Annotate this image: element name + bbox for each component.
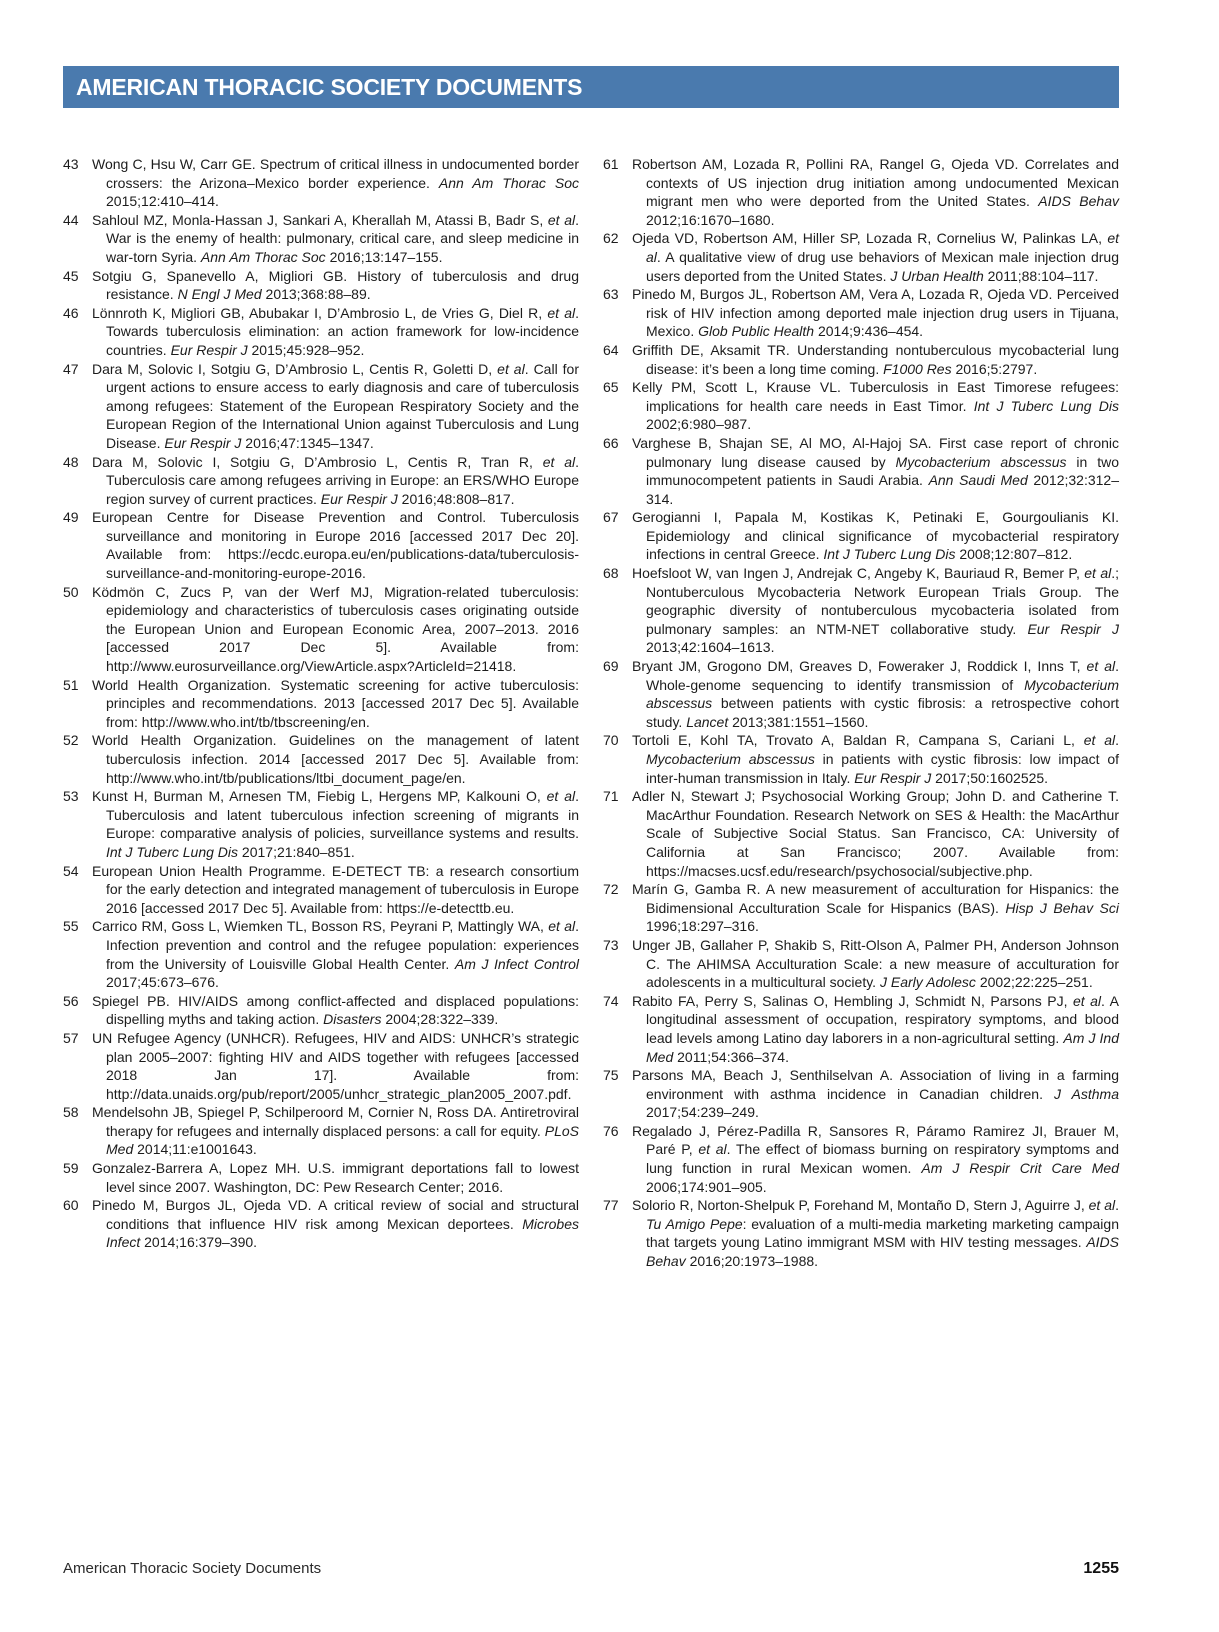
reference-text: 1996;18:297–316. — [646, 918, 759, 935]
reference-text: Dara M, Solovic I, Sotgiu G, D’Ambrosio L, Centis R, Goletti D, — [92, 360, 498, 377]
reference-text: Sahloul MZ, Monla-Hassan J, Sankari A, Kherallah M, Atassi B, Badr S, — [92, 211, 548, 228]
reference-number: 57 — [63, 1029, 79, 1046]
reference-text: Solorio R, Norton-Shelpuk P, Forehand M, Montaño D, Stern J, Aguirre J, — [632, 1197, 1089, 1214]
reference-italic-text: et al — [547, 304, 576, 321]
reference-italic-text: Mycobacterium abscessus — [646, 751, 815, 767]
reference-text: 2006;174:901–905. — [646, 1178, 767, 1195]
footer-page-number: 1255 — [1083, 1560, 1119, 1577]
reference-text: 2011;88:104–117. — [983, 267, 1099, 284]
reference-text: Parsons MA, Beach J, Senthilselvan A. Association of living in a farming environment with asthma incidence in Canadian children. — [632, 1067, 1119, 1102]
reference-text: Griffith DE, Aksamit TR. Understanding nontuberculous mycobacterial lung disease: it’s been a long time coming. — [632, 341, 1119, 377]
reference-text: .; Nontuberculous Mycobacteria Network European Trials Group. The geographic diversity of nontuberculous mycobacteria isolated from pulmonary samples: an NTM-NET collaborative study. — [646, 565, 1120, 637]
reference-text: . Tuberculosis and latent tuberculous infection screening of migrants in Europe: comparative analysis of policies, surveillance systems and results. — [106, 788, 579, 842]
reference-text: . Towards tuberculosis elimination: an action framework for low-incidence countries. — [106, 304, 580, 358]
reference-italic-text: Glob Public Health — [698, 323, 815, 340]
reference-italic-text: et al — [497, 360, 525, 377]
reference-italic-text: PLoS Med — [106, 1122, 579, 1158]
reference-number: 76 — [603, 1122, 619, 1139]
reference-item — [603, 229, 1119, 285]
reference-italic-text: Int J Tuberc Lung Dis — [823, 546, 956, 563]
reference-italic-text: Disasters — [323, 1011, 382, 1028]
reference-number: 54 — [63, 862, 79, 879]
reference-text: Kelly PM, Scott L, Krause VL. Tuberculosis in East Timorese refugees: implications for health care needs in East Timor. — [632, 379, 1119, 414]
references-section — [63, 155, 1119, 1271]
reference-item — [63, 211, 579, 267]
reference-text: 2013;381:1551–1560. — [728, 713, 869, 730]
reference-text: . Call for urgent actions to ensure access to early diagnosis and care of tuberculosis among refugees: Statement of the European Respiratory Society and the European Region of the International Union against Tuberculosis and Lung Disease. — [106, 360, 579, 451]
reference-number: 49 — [63, 509, 79, 526]
reference-italic-text: et al — [1088, 1197, 1116, 1214]
reference-number: 44 — [63, 211, 79, 228]
reference-item — [63, 1196, 579, 1252]
reference-italic-text: et al — [1086, 658, 1116, 675]
reference-number: 71 — [603, 788, 619, 805]
reference-item — [63, 583, 579, 676]
reference-text: 2016;47:1345–1347. — [241, 434, 374, 451]
reference-italic-text: Mycobacterium abscessus — [646, 676, 1119, 712]
reference-item — [603, 787, 1119, 880]
reference-italic-text: Am J Respir Crit Care Med — [921, 1160, 1119, 1177]
reference-text: 2013;368:88–89. — [261, 286, 371, 303]
reference-number: 45 — [63, 267, 79, 284]
reference-text: 2008;12:807–812. — [955, 546, 1073, 563]
reference-text: Pinedo M, Burgos JL, Ojeda VD. A critical review of social and structural conditions that influence HIV risk among Mexican deportees. — [92, 1197, 579, 1232]
reference-italic-text: Eur Respir J — [320, 490, 398, 507]
reference-italic-text: et al — [1084, 565, 1112, 582]
reference-italic-text: Am J Infect Control — [454, 955, 579, 972]
reference-text: UN Refugee Agency (UNHCR). Refugees, HIV and AIDS: UNHCR’s strategic plan 2005–2007: fighting HIV and AIDS together with refugees [accessed 2018 Jan 17]. Available from: http://data.unaids.org/pub/report/2005/unhcr_strategic_plan2005_2007.pdf. — [92, 1029, 579, 1102]
reference-text: 2015;12:410–414. — [106, 193, 219, 210]
reference-italic-text: Eur Respir J — [164, 434, 242, 451]
reference-number: 61 — [603, 156, 619, 172]
reference-italic-text: et al — [698, 1141, 727, 1158]
reference-text: Mendelsohn JB, Spiegel P, Schilperoord M, Cornier N, Ross DA. Antiretroviral therapy for refugees and internally displaced persons: a call for equity. — [92, 1104, 579, 1139]
reference-number: 60 — [63, 1197, 79, 1214]
reference-text: Gonzalez-Barrera A, Lopez MH. U.S. immigrant deportations fall to lowest level since 2007. Washington, DC: Pew Research Center; 2016. — [92, 1160, 579, 1195]
reference-text: Spiegel PB. HIV/AIDS among conflict-affected and displaced populations: dispelling myths and taking action. — [92, 992, 579, 1028]
reference-item — [63, 787, 579, 861]
reference-number: 63 — [603, 286, 619, 303]
reference-text: . Whole-genome sequencing to identify transmission of — [646, 658, 1119, 693]
reference-item — [63, 731, 579, 787]
reference-text: World Health Organization. Systematic screening for active tuberculosis: principles and recommendations. 2013 [accessed 2017 Dec 5]. Available from: http://www.who.int/tb/tbscreening/en. — [92, 676, 579, 730]
reference-italic-text: J Early Adolesc — [879, 974, 976, 991]
reference-number: 73 — [603, 936, 619, 953]
page-footer — [63, 1560, 1119, 1578]
reference-italic-text: F1000 Res — [883, 360, 952, 377]
reference-text: Gerogianni I, Papala M, Kostikas K, Petinaki E, Gourgoulianis KI. Epidemiology and clinical significance of mycobacterial respiratory infections in central Greece. — [632, 509, 1119, 563]
reference-italic-text: et al — [542, 453, 576, 470]
reference-item — [603, 936, 1119, 992]
reference-item — [63, 508, 579, 582]
reference-italic-text: Eur Respir J — [1027, 620, 1119, 637]
reference-item — [63, 304, 579, 360]
references-column-right — [603, 155, 1119, 1271]
reference-number: 43 — [63, 156, 79, 172]
reference-text: . — [1115, 732, 1119, 749]
reference-italic-text: Lancet — [686, 713, 729, 730]
reference-italic-text: N Engl J Med — [177, 286, 262, 303]
reference-number: 51 — [63, 676, 79, 693]
reference-number: 64 — [603, 341, 619, 358]
reference-item — [603, 1066, 1119, 1122]
reference-italic-text: Mycobacterium abscessus — [895, 453, 1067, 470]
reference-item — [603, 378, 1119, 434]
reference-item — [63, 360, 579, 453]
reference-text: . Infection prevention and control and the refugee population: experiences from the University of Louisville Global Health Center. — [106, 918, 579, 972]
reference-text: . War is the enemy of health: pulmonary, critical care, and sleep medicine in war-torn Syria. — [106, 211, 579, 265]
reference-number: 47 — [63, 360, 79, 377]
reference-italic-text: Am J Ind Med — [646, 1029, 1119, 1065]
reference-text: . Tuberculosis care among refugees arriving in Europe: an ERS/WHO Europe region survey of current practices. — [106, 453, 579, 507]
reference-text: Robertson AM, Lozada R, Pollini RA, Rangel G, Ojeda VD. Correlates and contexts of US injection drug initiation among undocumented Mexican migrant men who were deported from the United States. — [632, 156, 1119, 210]
reference-italic-text: et al — [546, 788, 576, 805]
reference-number: 52 — [63, 732, 79, 749]
reference-italic-text: Hisp J Behav Sci — [1005, 899, 1119, 916]
reference-number: 55 — [63, 918, 79, 935]
reference-italic-text: Tu Amigo Pepe — [646, 1215, 743, 1232]
reference-text: 2017;50:1602525. — [931, 769, 1049, 786]
reference-item — [603, 880, 1119, 936]
reference-italic-text: Microbes Infect — [106, 1215, 579, 1251]
reference-number: 46 — [63, 304, 79, 321]
reference-number: 77 — [603, 1197, 619, 1214]
reference-italic-text: Eur Respir J — [170, 341, 248, 358]
reference-italic-text: Eur Respir J — [854, 769, 932, 786]
reference-text: European Union Health Programme. E-DETECT TB: a research consortium for the early detection and integrated management of tuberculosis in Europe 2016 [accessed 2017 Dec 5]. Available from: https://e-detecttb.eu. — [92, 862, 579, 916]
reference-item — [63, 453, 579, 509]
reference-text: 2016;13:147–155. — [325, 248, 443, 265]
reference-text: 2011;54:366–374. — [673, 1048, 789, 1065]
reference-italic-text: et al — [1083, 732, 1116, 749]
reference-text: 2014;9:436–454. — [814, 323, 924, 340]
reference-text: 2013;42:1604–1613. — [646, 639, 775, 656]
reference-number: 70 — [603, 732, 619, 749]
reference-item — [603, 1196, 1119, 1270]
reference-item — [63, 1029, 579, 1103]
reference-italic-text: AIDS Behav — [646, 1234, 1119, 1270]
reference-number: 59 — [63, 1160, 79, 1177]
reference-item — [63, 992, 579, 1029]
reference-text: Tortoli E, Kohl TA, Trovato A, Baldan R, Campana S, Cariani L, — [632, 732, 1084, 749]
reference-item — [603, 657, 1119, 731]
reference-text: Varghese B, Shajan SE, Al MO, Al-Hajoj SA. First case report of chronic pulmonary lung disease caused by — [632, 434, 1119, 470]
reference-item — [63, 1103, 579, 1159]
reference-text: Ojeda VD, Robertson AM, Hiller SP, Lozada R, Cornelius W, Palinkas LA, — [632, 230, 1108, 247]
reference-item — [603, 341, 1119, 378]
reference-italic-text: AIDS Behav — [1038, 193, 1119, 210]
reference-text: between patients with cystic fibrosis: a retrospective cohort study. — [646, 695, 1119, 730]
reference-text: Regalado J, Pérez-Padilla R, Sansores R, Páramo Ramirez JI, Brauer M, Paré P, — [632, 1122, 1119, 1158]
reference-number: 65 — [603, 379, 619, 396]
reference-number: 53 — [63, 788, 79, 805]
reference-italic-text: et al — [1072, 992, 1102, 1009]
reference-text: in two immunocompetent patients in Saudi Arabia. — [646, 453, 1120, 489]
reference-italic-text: Ann Am Thorac Soc — [200, 248, 326, 265]
reference-italic-text: Int J Tuberc Lung Dis — [973, 397, 1119, 414]
reference-text: 2002;6:980–987. — [646, 416, 752, 433]
reference-item — [603, 1122, 1119, 1196]
reference-italic-text: Ann Saudi Med — [928, 472, 1028, 489]
reference-item — [603, 564, 1119, 657]
header-title: AMERICAN THORACIC SOCIETY DOCUMENTS — [76, 73, 583, 100]
reference-number: 67 — [603, 509, 619, 526]
references-column-left — [63, 155, 579, 1271]
reference-text: Hoefsloot W, van Ingen J, Andrejak C, Angeby K, Bauriaud R, Bemer P, — [632, 565, 1085, 582]
reference-item — [603, 508, 1119, 564]
reference-number: 50 — [63, 583, 79, 600]
reference-item — [603, 731, 1119, 787]
reference-item — [603, 155, 1119, 229]
reference-number: 72 — [603, 881, 619, 898]
reference-italic-text: et al — [548, 918, 576, 935]
reference-item — [603, 285, 1119, 341]
reference-text: . A qualitative view of drug use behaviors of Mexican male injection drug users deported from the United States. — [646, 248, 1119, 284]
reference-text: . A longitudinal assessment of occupation, respiratory symptoms, and blood lead levels among Latino day laborers in a non-agricultural setting. — [646, 992, 1119, 1046]
reference-text: Pinedo M, Burgos JL, Robertson AM, Vera A, Lozada R, Ojeda VD. Perceived risk of HIV infection among deported male injection drug users in Tijuana, Mexico. — [632, 286, 1119, 340]
reference-text: Lönnroth K, Migliori GB, Abubakar I, D’Ambrosio L, de Vries G, Diel R, — [92, 304, 548, 321]
reference-text: 2017;45:673–676. — [106, 974, 219, 991]
reference-text: Wong C, Hsu W, Carr GE. Spectrum of critical illness in undocumented border crossers: the Arizona–Mexico border experience. — [92, 156, 579, 191]
reference-item — [63, 155, 579, 211]
reference-text: 2014;11:e1001643. — [133, 1141, 257, 1158]
reference-text: Rabito FA, Perry S, Salinas O, Hembling J, Schmidt N, Parsons PJ, — [632, 992, 1073, 1009]
reference-text: World Health Organization. Guidelines on the management of latent tuberculosis infection. 2014 [accessed 2017 Dec 5]. Available from: http://www.who.int/tb/publications/ltbi_document_page/en. — [92, 732, 579, 786]
reference-item — [63, 676, 579, 732]
reference-text: 2017;54:239–249. — [646, 1104, 759, 1121]
reference-text: 2002;22:225–251. — [975, 974, 1093, 991]
reference-italic-text: J Asthma — [1054, 1085, 1119, 1102]
reference-item — [63, 267, 579, 304]
reference-number: 48 — [63, 453, 79, 470]
reference-text: 2014;16:379–390. — [140, 1234, 258, 1251]
reference-number: 68 — [603, 565, 619, 582]
reference-text: Bryant JM, Grogono DM, Greaves D, Foweraker J, Roddick I, Inns T, — [632, 658, 1087, 675]
reference-text: Carrico RM, Goss L, Wiemken TL, Bosson RS, Peyrani P, Mattingly WA, — [92, 918, 549, 935]
reference-text: 2015;45:928–952. — [247, 341, 365, 358]
reference-italic-text: J Urban Health — [890, 267, 984, 284]
reference-number: 58 — [63, 1104, 79, 1121]
reference-number: 66 — [603, 434, 619, 451]
reference-number: 74 — [603, 992, 619, 1009]
reference-text: Ködmön C, Zucs P, van der Werf MJ, Migration-related tuberculosis: epidemiology and characteristics of tuberculosis cases originating outside the European Union and European Economic Area, 2007–2013. 2016 [accessed 2017 Dec 5]. Available from: http://www.eurosurveillance.org/ViewArticle.aspx?ArticleId=21418. — [92, 583, 579, 675]
reference-text: . The effect of biomass burning on respiratory symptoms and lung function in rural Mexican women. — [646, 1141, 1119, 1177]
reference-item — [603, 992, 1119, 1066]
reference-text: Dara M, Solovic I, Sotgiu G, D’Ambrosio L, Centis R, Tran R, — [92, 453, 543, 470]
reference-number: 62 — [603, 230, 619, 247]
reference-text: European Centre for Disease Prevention and Control. Tuberculosis surveillance and monitoring in Europe 2016 [accessed 2017 Dec 20]. Available from: https://ecdc.europa.eu/en/publications-data/tuberculosis-surveillance-and-monitoring-europe-2016. — [92, 509, 579, 582]
reference-text: . — [1115, 1197, 1119, 1214]
reference-number: 69 — [603, 658, 619, 675]
header-banner — [63, 66, 1119, 108]
reference-item — [63, 917, 579, 991]
reference-text: 2016;5:2797. — [951, 360, 1038, 377]
reference-text: 2017;21:840–851. — [238, 843, 355, 860]
reference-text: Kunst H, Burman M, Arnesen TM, Fiebig L, Hergens MP, Kalkouni O, — [92, 788, 547, 805]
reference-text: Sotgiu G, Spanevello A, Migliori GB. History of tuberculosis and drug resistance. — [92, 267, 579, 303]
reference-number: 56 — [63, 992, 79, 1009]
reference-text: Marín G, Gamba R. A new measurement of acculturation for Hispanics: the Bidimensional Acculturation Scale for Hispanics (BAS). — [632, 881, 1119, 916]
reference-text: 2004;28:322–339. — [381, 1011, 499, 1028]
reference-item — [63, 862, 579, 918]
reference-text: 2012;16:1670–1680. — [646, 211, 775, 228]
reference-text: 2012;32:312–314. — [646, 472, 1120, 507]
reference-text: Adler N, Stewart J; Psychosocial Working Group; John D. and Catherine T. MacArthur Foundation. Research Network on SES & Health: the MacArthur Scale of Subjective Social Status. San Francisco, CA: University of California at San Francisco; 2007. Available from: https://macses.ucsf.edu/research/psychosocial/subjective.php. — [632, 788, 1119, 879]
footer-journal-title: American Thoracic Society Documents — [63, 1560, 322, 1577]
reference-item — [63, 1159, 579, 1196]
reference-italic-text: et al — [646, 230, 1119, 265]
reference-italic-text: et al — [547, 211, 576, 228]
reference-italic-text: Ann Am Thorac Soc — [438, 174, 579, 191]
reference-text: in patients with cystic fibrosis: low impact of inter-human transmission in Italy. — [646, 751, 1119, 786]
reference-text: Unger JB, Gallaher P, Shakib S, Ritt-Olson A, Palmer PH, Anderson Johnson C. The AHIMSA Acculturation Scale: a new measure of acculturation for adolescents in a multicultural society. — [632, 936, 1119, 991]
reference-text: 2016;48:808–817. — [397, 490, 515, 507]
reference-item — [603, 434, 1119, 508]
reference-text: 2016;20:1973–1988. — [685, 1253, 819, 1270]
reference-number: 75 — [603, 1067, 619, 1084]
reference-text: : evaluation of a multi-media marketing marketing campaign that targets young Latino immigrant MSM with HIV testing messages. — [646, 1215, 1119, 1251]
reference-italic-text: Int J Tuberc Lung Dis — [106, 843, 239, 860]
